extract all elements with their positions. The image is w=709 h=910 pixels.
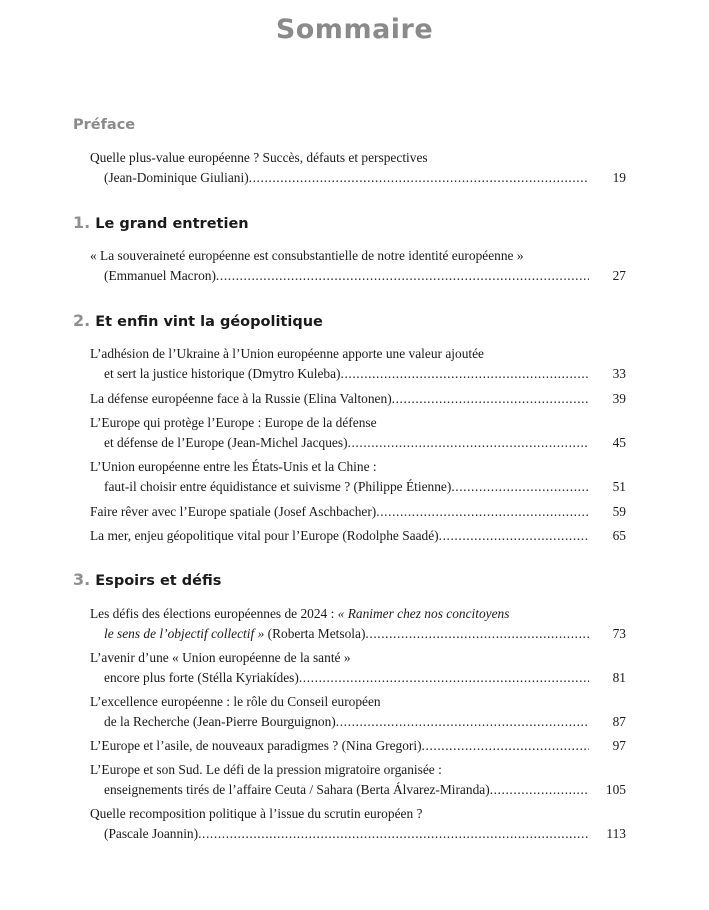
toc-entry[interactable] xyxy=(90,804,626,844)
entry-author: et défense de l’Europe (Jean-Michel Jacques) xyxy=(104,435,348,450)
entry-title: Quelle plus-value européenne ? Succès, défauts et perspectives xyxy=(90,150,428,165)
entry-author: enseignements tirés de l’affaire Ceuta / Sahara (Berta Álvarez-Miranda) xyxy=(104,782,490,797)
dot-leader xyxy=(365,624,589,644)
page-number: 81 xyxy=(612,670,626,685)
section-heading-1 xyxy=(73,213,249,232)
toc-entry[interactable] xyxy=(90,457,626,497)
page-number: 33 xyxy=(612,366,626,381)
toc-entry[interactable] xyxy=(90,502,626,522)
entry-author: (Jean-Dominique Giuliani) xyxy=(104,170,249,185)
entry-author: (Pascale Joannin) xyxy=(104,826,199,841)
dot-leader xyxy=(216,266,589,286)
dot-leader xyxy=(341,364,589,384)
page-number: 87 xyxy=(612,714,626,729)
toc-entry[interactable] xyxy=(90,413,626,453)
dot-leader xyxy=(249,168,589,188)
dot-leader xyxy=(299,668,589,688)
entry-title: L’avenir d’une « Union européenne de la santé » xyxy=(90,650,351,665)
entry-quote: le sens de l’objectif collectif » xyxy=(104,626,265,641)
entry-title: L’Europe qui protège l’Europe : Europe de la défense xyxy=(90,415,377,430)
section-number: 2. xyxy=(73,311,91,330)
page-number: 45 xyxy=(612,435,626,450)
entry-author: et sert la justice historique (Dmytro Kuleba) xyxy=(104,366,341,381)
entry-title: L’excellence européenne : le rôle du Conseil européen xyxy=(90,694,381,709)
page-number: 113 xyxy=(606,826,626,841)
toc-entry[interactable] xyxy=(90,344,626,384)
entry-title: « La souveraineté européenne est consubstantielle de notre identité européenne » xyxy=(90,248,524,263)
dot-leader xyxy=(422,736,589,756)
section-heading-3 xyxy=(73,570,221,589)
page-title: Sommaire xyxy=(275,14,434,45)
toc-entry[interactable] xyxy=(90,148,626,188)
page-number: 105 xyxy=(605,782,626,797)
toc-entry[interactable] xyxy=(90,648,626,688)
toc-entry[interactable] xyxy=(90,736,626,756)
dot-leader xyxy=(392,389,589,409)
dot-leader xyxy=(198,824,589,844)
entry-author: encore plus forte (Stélla Kyriakídes) xyxy=(104,670,299,685)
entry-author: faut-il choisir entre équidistance et suivisme ? (Philippe Étienne) xyxy=(104,479,452,494)
page-number: 19 xyxy=(612,170,626,185)
entry-title: Faire rêver avec l’Europe spatiale (Josef Aschbacher) xyxy=(90,504,377,519)
entry-title: L’Union européenne entre les États-Unis et la Chine : xyxy=(90,459,377,474)
section-title: Le grand entretien xyxy=(95,216,249,232)
entry-author: (Emmanuel Macron) xyxy=(104,268,216,283)
section-title: Espoirs et défis xyxy=(95,573,222,589)
page-number: 51 xyxy=(612,479,626,494)
entry-author: (Roberta Metsola) xyxy=(264,626,366,641)
section-heading-2 xyxy=(73,311,323,330)
entry-author: de la Recherche (Jean-Pierre Bourguignon) xyxy=(104,714,336,729)
dot-leader xyxy=(439,526,589,546)
toc-entry[interactable] xyxy=(90,692,626,732)
section-number: 1. xyxy=(73,213,91,232)
dot-leader xyxy=(348,433,589,453)
toc-entry[interactable] xyxy=(90,389,626,409)
section-heading-preface: Préface xyxy=(73,117,136,133)
entry-title: L’Europe et son Sud. Le défi de la pression migratoire organisée : xyxy=(90,762,442,777)
entry-title: La mer, enjeu géopolitique vital pour l’Europe (Rodolphe Saadé) xyxy=(90,528,439,543)
section-number: 3. xyxy=(73,570,91,589)
entry-title: L’adhésion de l’Ukraine à l’Union européenne apporte une valeur ajoutée xyxy=(90,346,484,361)
page-number: 73 xyxy=(612,626,626,641)
toc-entry[interactable] xyxy=(90,604,626,644)
toc-entry[interactable] xyxy=(90,246,626,286)
entry-title: L’Europe et l’asile, de nouveaux paradigmes ? (Nina Gregori) xyxy=(90,738,422,753)
entry-title xyxy=(90,604,626,624)
section-title: Et enfin vint la géopolitique xyxy=(95,314,323,330)
page-number: 97 xyxy=(612,738,626,753)
entry-title-part: Les défis des élections européennes de 2024 : xyxy=(90,606,338,621)
page-number: 39 xyxy=(612,391,626,406)
entry-title: La défense européenne face à la Russie (Elina Valtonen) xyxy=(90,391,392,406)
dot-leader xyxy=(336,712,589,732)
toc-entry[interactable] xyxy=(90,526,626,546)
dot-leader xyxy=(490,780,589,800)
entry-quote: « Ranimer chez nos concitoyens xyxy=(337,606,510,621)
page-number: 65 xyxy=(612,528,626,543)
dot-leader xyxy=(451,477,589,497)
toc-entry[interactable] xyxy=(90,760,626,800)
dot-leader xyxy=(376,502,589,522)
page-number: 59 xyxy=(612,504,626,519)
page-number: 27 xyxy=(612,268,626,283)
entry-title: Quelle recomposition politique à l’issue du scrutin européen ? xyxy=(90,806,423,821)
